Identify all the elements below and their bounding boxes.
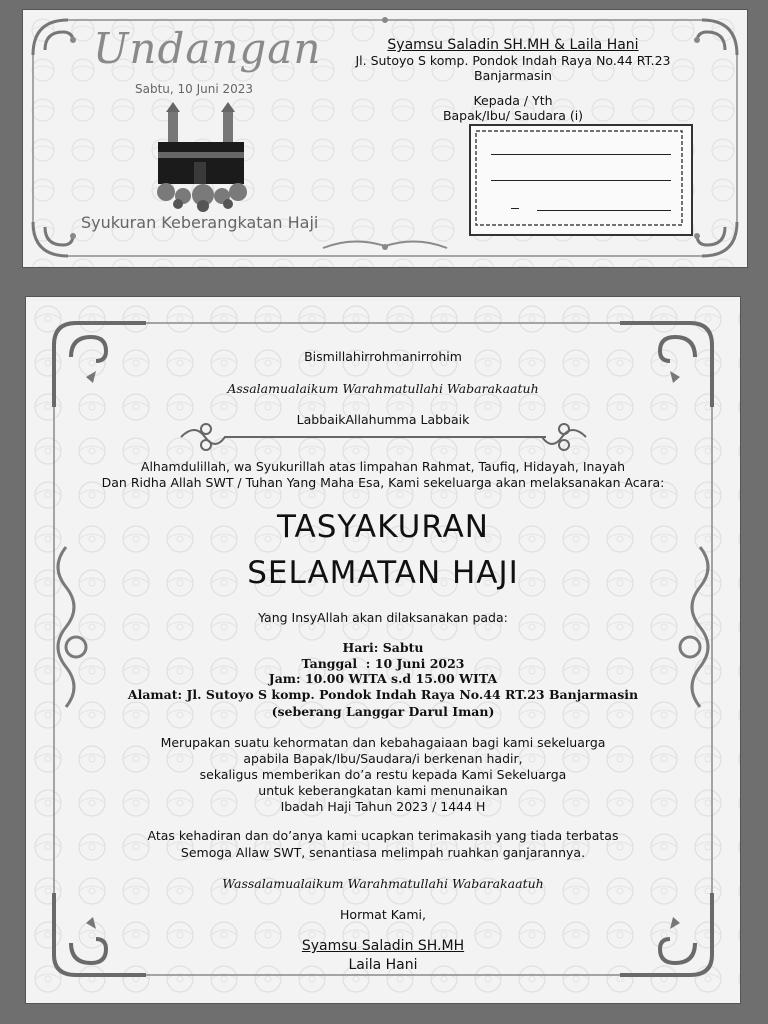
recipient-address-box	[469, 124, 693, 236]
event-venue-note: (seberang Langgar Darul Iman)	[271, 704, 495, 719]
thanks-line-1: Atas kehadiran dan do’anya kami ucapkan terimakasih yang tiada terbatas	[147, 828, 619, 843]
event-heading-line-1: TASYAKURAN	[276, 509, 489, 545]
envelope-sender	[353, 38, 673, 123]
body-line-4: untuk keberangkatan kami menunaikan	[258, 783, 508, 798]
event-time: Jam: 10.00 WITA s.d 15.00 WITA	[268, 671, 498, 686]
body-line-3: sekaligus memberikan do’a restu kepada Kami Sekeluarga	[199, 767, 567, 782]
body-line-5: Ibadah Haji Tahun 2023 / 1444 H	[280, 799, 486, 814]
labbaik-text: LabbaikAllahumma Labbaik	[296, 412, 470, 427]
event-heading-line-2: SELAMATAN HAJI	[247, 555, 519, 591]
body-line-2: apabila Bapak/Ibu/Saudara/i berkenan hadir,	[243, 751, 523, 766]
intro-line-2: Dan Ridha Allah SWT / Tuhan Yang Maha Esa, Kami sekeluarga akan melaksanakan Acara:	[101, 475, 665, 490]
invitation-card	[26, 297, 740, 1003]
address-line-2	[491, 180, 671, 181]
signer-1: Syamsu Saladin SH.MH	[301, 938, 465, 954]
body-line-1: Merupakan suatu kehormatan dan kebahagaiaan bagi kami sekeluarga	[160, 735, 606, 750]
thanks-line-2: Semoga Allaw SWT, senantiasa melimpah ruahkan ganjarannya.	[180, 845, 586, 860]
event-day: Hari: Sabtu	[342, 640, 424, 655]
event-date: Tanggal : 10 Juni 2023	[301, 656, 465, 671]
event-venue: Alamat: Jl. Sutoyo S komp. Pondok Indah Raya No.44 RT.23 Banjarmasin	[127, 687, 639, 702]
signer-2: Laila Hani	[348, 957, 418, 973]
regards-text: Hormat Kami,	[340, 907, 426, 922]
kaaba-icon	[148, 100, 258, 212]
envelope-caption: Syukuran Keberangkatan Haji	[81, 213, 319, 232]
envelope-to-label: Kepada / Yth	[473, 93, 553, 108]
envelope-title: Undangan	[93, 24, 322, 73]
envelope-to-recipient: Bapak/Ibu/ Saudara (i)	[442, 108, 584, 123]
envelope-date: Sabtu, 10 Juni 2023	[135, 82, 254, 96]
address-line-1	[491, 154, 671, 155]
envelope-address-line2: Banjarmasin	[474, 68, 552, 83]
envelope-card	[23, 10, 747, 267]
schedule-lead: Yang InsyAllah akan dilaksanakan pada:	[258, 610, 508, 625]
address-line-3	[537, 210, 671, 211]
opening-salam: Assalamualaikum Warahmatullahi Wabarakaatuh	[227, 381, 539, 396]
address-line-dash	[511, 208, 519, 209]
signer-1-wrap	[26, 938, 740, 954]
envelope-hosts: Syamsu Saladin SH.MH & Laila Hani	[387, 37, 639, 53]
envelope-address-line1: Jl. Sutoyo S komp. Pondok Indah Raya No.44 RT.23	[355, 53, 671, 68]
closing-salam: Wassalamualaikum Warahmatullahi Wabarakaatuh	[222, 876, 544, 891]
intro-line-1: Alhamdulillah, wa Syukurillah atas limpahan Rahmat, Taufiq, Hidayah, Inayah	[140, 459, 626, 474]
bismillah-text: Bismillahirrohmanirrohim	[304, 349, 462, 364]
